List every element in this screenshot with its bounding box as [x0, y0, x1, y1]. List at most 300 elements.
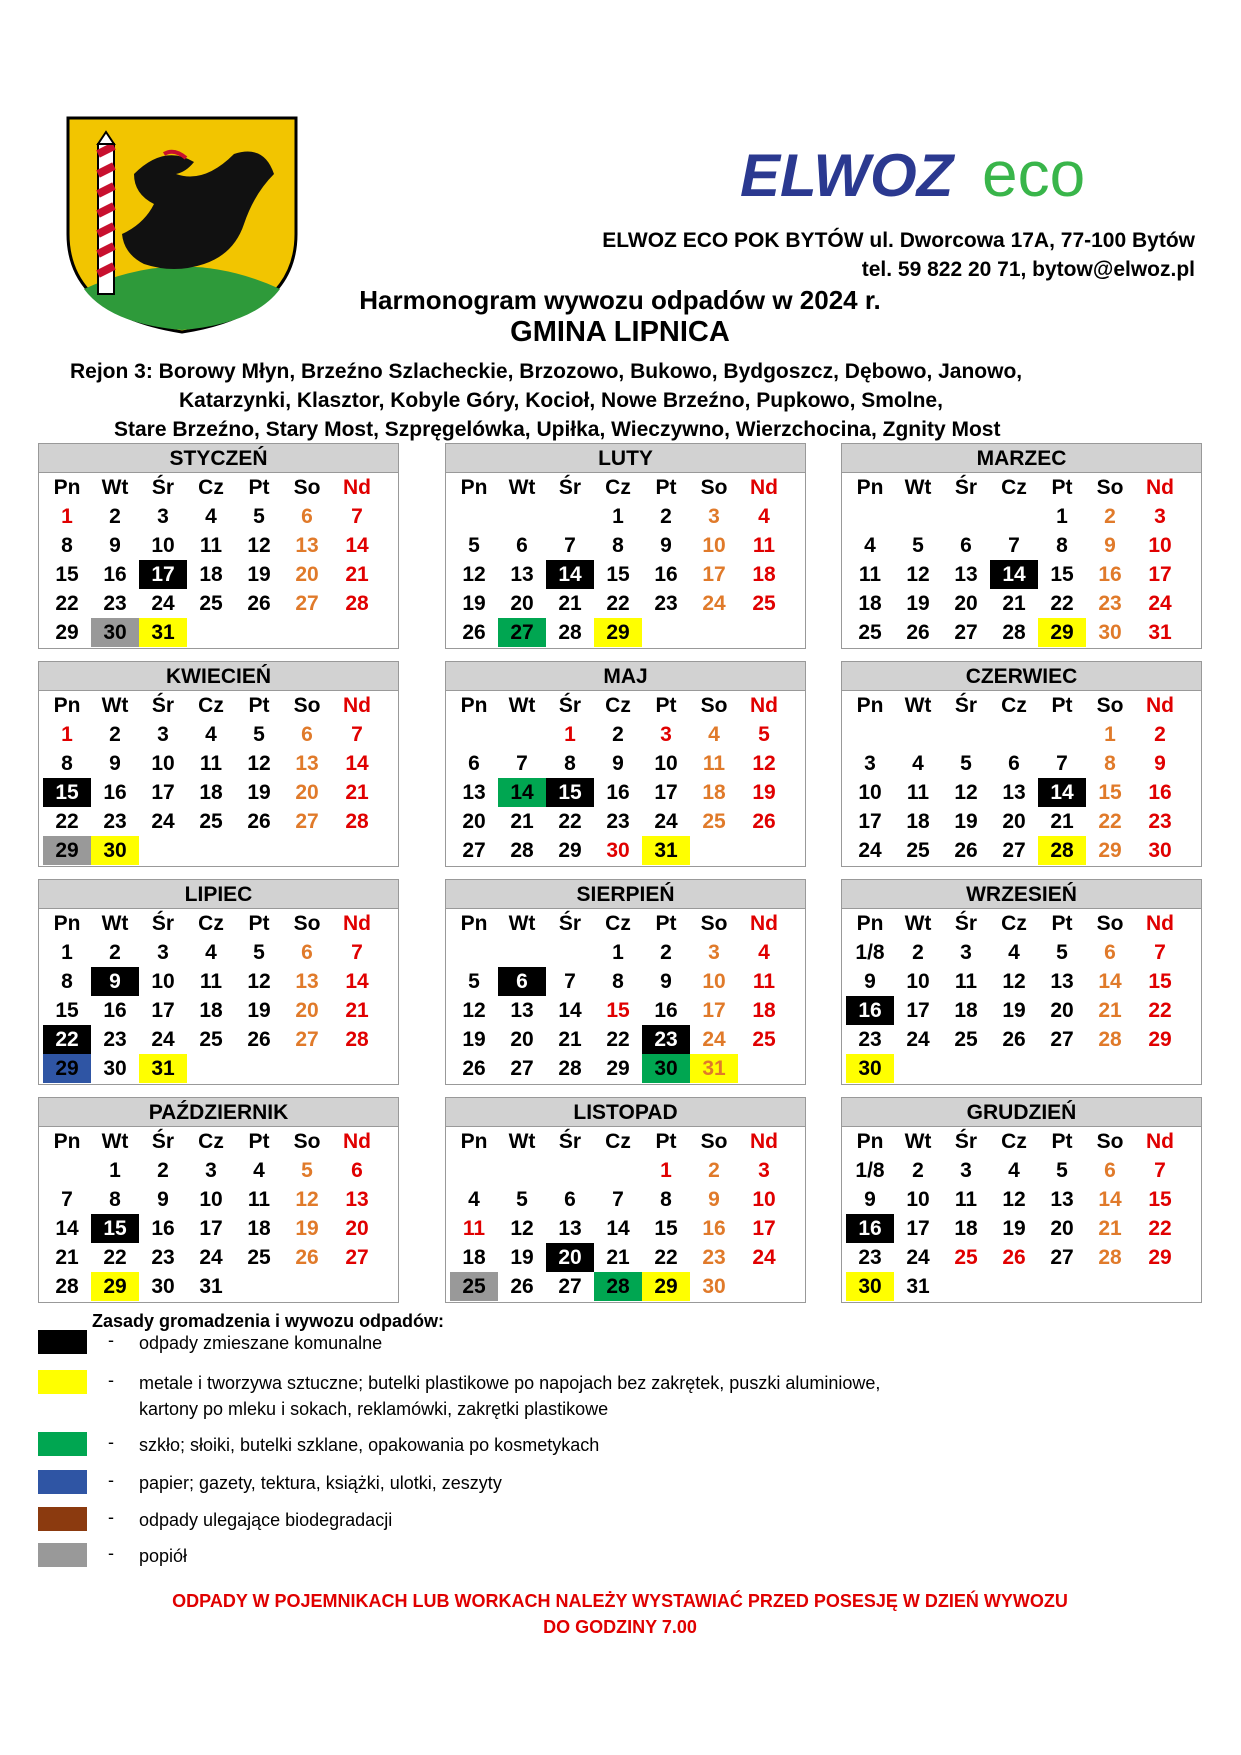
day-cell: 5	[468, 534, 480, 557]
day-cell: 4	[253, 1159, 265, 1182]
day-cell: 1	[61, 723, 73, 746]
day-cell: 16	[606, 781, 630, 804]
weekday-label: So	[293, 476, 321, 499]
day-cell: 23	[606, 810, 630, 833]
day-cell: 30	[91, 836, 139, 865]
month-name: GRUDZIEŃ	[842, 1098, 1201, 1127]
day-cell: 15	[55, 563, 79, 586]
weekday-label: Wt	[101, 694, 129, 717]
week-row	[842, 836, 1201, 865]
day-cell: 25	[199, 592, 223, 615]
day-cell: 24	[906, 1246, 930, 1269]
day-cell: 21	[510, 810, 534, 833]
day-cell: 27	[295, 810, 319, 833]
day-cell: 24	[151, 592, 175, 615]
empty-cell	[450, 938, 498, 967]
day-cell: 29	[1148, 1028, 1172, 1051]
weekday-label: So	[1096, 476, 1124, 499]
weekday-label: Cz	[605, 912, 631, 935]
day-cell: 11	[858, 563, 882, 586]
month-8	[841, 879, 1202, 1085]
legend-dash: -	[108, 1543, 114, 1563]
day-cell: 9	[91, 967, 139, 996]
week-row	[842, 807, 1201, 836]
month-4	[445, 661, 806, 867]
weekday-label: Nd	[343, 694, 371, 717]
day-cell: 13	[295, 970, 319, 993]
empty-cell	[990, 502, 1038, 531]
weekday-label: Pn	[856, 694, 884, 717]
day-cell: 4	[708, 723, 720, 746]
day-cell: 24	[199, 1246, 223, 1269]
weekday-label: Pt	[1051, 1130, 1073, 1153]
weekday-label: Pn	[53, 1130, 81, 1153]
day-cell: 17	[702, 999, 726, 1022]
weekday-header	[39, 909, 398, 938]
day-cell: 18	[906, 810, 930, 833]
empty-cell	[498, 938, 546, 967]
weekday-label: Wt	[508, 1130, 536, 1153]
day-cell: 21	[55, 1246, 79, 1269]
day-cell: 14	[1098, 970, 1122, 993]
day-cell: 6	[1008, 752, 1020, 775]
day-cell: 2	[157, 1159, 169, 1182]
day-cell: 11	[247, 1188, 271, 1211]
empty-cell	[331, 1272, 383, 1301]
day-cell: 28	[55, 1275, 79, 1298]
empty-cell	[846, 720, 894, 749]
day-cell: 29	[594, 618, 642, 647]
day-cell: 26	[247, 592, 271, 615]
day-cell: 2	[109, 505, 121, 528]
region-list	[70, 357, 1180, 444]
weekday-label: Nd	[1146, 1130, 1174, 1153]
logo-text-eco: eco	[982, 140, 1086, 210]
day-cell: 18	[199, 781, 223, 804]
weekday-label: Pn	[460, 476, 488, 499]
day-cell: 22	[103, 1246, 127, 1269]
legend-text	[139, 1543, 1039, 1569]
weekday-label: Śr	[151, 476, 175, 499]
day-cell: 28	[558, 1057, 582, 1080]
week-row	[842, 1272, 1201, 1301]
month-name: LUTY	[446, 444, 805, 473]
day-cell: 8	[61, 970, 73, 993]
week-row	[446, 807, 805, 836]
day-cell: 10	[1148, 534, 1172, 557]
day-cell: 20	[1002, 810, 1026, 833]
legend-title: Zasady gromadzenia i wywozu odpadów:	[92, 1311, 445, 1331]
empty-cell	[331, 618, 383, 647]
weekday-label: Śr	[558, 694, 582, 717]
day-cell: 25	[752, 1028, 776, 1051]
day-cell: 7	[516, 752, 528, 775]
month-name: LIPIEC	[39, 880, 398, 909]
day-cell: 12	[954, 781, 978, 804]
day-cell: 31	[139, 618, 187, 647]
weekday-label: Pt	[248, 694, 270, 717]
empty-cell	[331, 836, 383, 865]
empty-cell	[894, 720, 942, 749]
day-cell: 16	[103, 999, 127, 1022]
empty-cell	[690, 618, 738, 647]
week-row	[446, 720, 805, 749]
empty-cell	[1038, 720, 1086, 749]
day-cell: 15	[43, 778, 91, 807]
day-cell: 14	[345, 752, 369, 775]
month-7	[445, 879, 806, 1085]
empty-cell	[498, 1156, 546, 1185]
empty-cell	[187, 1054, 235, 1083]
day-cell: 26	[295, 1246, 319, 1269]
day-cell: 6	[516, 534, 528, 557]
empty-cell	[690, 836, 738, 865]
day-cell: 12	[1002, 1188, 1026, 1211]
day-cell: 13	[558, 1217, 582, 1240]
day-cell: 12	[295, 1188, 319, 1211]
day-cell: 14	[546, 560, 594, 589]
day-cell: 25	[450, 1272, 498, 1301]
week-row	[446, 1185, 805, 1214]
day-cell: 21	[558, 592, 582, 615]
weekday-label: Pt	[248, 476, 270, 499]
empty-cell	[942, 720, 990, 749]
month-name: STYCZEŃ	[39, 444, 398, 473]
day-cell: 19	[510, 1246, 534, 1269]
week-row	[446, 1156, 805, 1185]
day-cell: 22	[606, 592, 630, 615]
day-cell: 5	[1056, 941, 1068, 964]
week-row	[39, 1054, 398, 1083]
month-10	[445, 1097, 806, 1303]
day-cell: 11	[906, 781, 930, 804]
day-cell: 28	[1098, 1246, 1122, 1269]
legend-text	[139, 1507, 1039, 1533]
month-3	[38, 661, 399, 867]
day-cell: 8	[660, 1188, 672, 1211]
day-cell: 2	[612, 723, 624, 746]
empty-cell	[546, 502, 594, 531]
legend-dash: -	[108, 1432, 114, 1452]
day-cell: 5	[253, 723, 265, 746]
weekday-label: So	[700, 694, 728, 717]
day-cell: 21	[606, 1246, 630, 1269]
day-cell: 23	[103, 592, 127, 615]
day-cell: 27	[345, 1246, 369, 1269]
day-cell: 23	[103, 1028, 127, 1051]
day-cell: 29	[606, 1057, 630, 1080]
day-cell: 4	[205, 723, 217, 746]
day-cell: 25	[906, 839, 930, 862]
day-cell: 19	[906, 592, 930, 615]
day-cell: 6	[301, 505, 313, 528]
day-cell: 29	[43, 836, 91, 865]
day-cell: 7	[612, 1188, 624, 1211]
notice-line-2: DO GODZINY 7.00	[543, 1617, 697, 1637]
day-cell: 6	[498, 967, 546, 996]
day-cell: 29	[1148, 1246, 1172, 1269]
empty-cell	[235, 618, 283, 647]
month-name: CZERWIEC	[842, 662, 1201, 691]
day-cell: 1	[1104, 723, 1116, 746]
day-cell: 25	[247, 1246, 271, 1269]
day-cell: 8	[564, 752, 576, 775]
day-cell: 30	[702, 1275, 726, 1298]
weekday-label: So	[700, 912, 728, 935]
day-cell: 17	[199, 1217, 223, 1240]
day-cell: 10	[151, 534, 175, 557]
week-row	[842, 618, 1201, 647]
day-cell: 25	[702, 810, 726, 833]
day-cell: 22	[606, 1028, 630, 1051]
day-cell: 10	[906, 1188, 930, 1211]
day-cell: 12	[247, 970, 271, 993]
day-cell: 18	[462, 1246, 486, 1269]
legend-text-line: papier; gazety, tektura, książki, ulotki, zeszyty	[139, 1473, 502, 1493]
day-cell: 1	[61, 941, 73, 964]
day-cell: 24	[858, 839, 882, 862]
legend-swatch	[38, 1470, 87, 1494]
logo-text-main: ELWOZ	[740, 142, 954, 209]
weekday-header	[446, 691, 805, 720]
weekday-label: Śr	[558, 476, 582, 499]
week-row	[842, 531, 1201, 560]
month-name: SIERPIEŃ	[446, 880, 805, 909]
day-cell: 19	[247, 999, 271, 1022]
day-cell: 14	[55, 1217, 79, 1240]
day-cell: 9	[660, 534, 672, 557]
legend-swatch	[38, 1330, 87, 1354]
day-cell: 29	[43, 1054, 91, 1083]
week-row	[842, 1054, 1201, 1083]
empty-cell	[942, 502, 990, 531]
day-cell: 10	[702, 970, 726, 993]
empty-cell	[546, 1156, 594, 1185]
week-row	[446, 1054, 805, 1083]
day-cell: 21	[558, 1028, 582, 1051]
week-row	[39, 720, 398, 749]
weekday-label: Wt	[101, 912, 129, 935]
day-cell: 23	[642, 1025, 690, 1054]
day-cell: 28	[594, 1272, 642, 1301]
day-cell: 10	[858, 781, 882, 804]
region-line-1: Rejon 3: Borowy Młyn, Brzeźno Szlacheckie, Brzozowo, Bukowo, Bydgoszcz, Dębowo, Janowo,	[70, 360, 1023, 383]
day-cell: 3	[960, 941, 972, 964]
legend-text-line: kartony po mleku i sokach, reklamówki, zakrętki plastikowe	[139, 1399, 609, 1419]
weekday-label: Nd	[750, 912, 778, 935]
contact-info	[295, 226, 1195, 284]
day-cell: 13	[510, 999, 534, 1022]
legend-dash: -	[108, 1507, 114, 1527]
day-cell: 26	[462, 621, 486, 644]
day-cell: 13	[954, 563, 978, 586]
day-cell: 16	[702, 1217, 726, 1240]
day-cell: 15	[606, 999, 630, 1022]
weekday-label: Wt	[508, 476, 536, 499]
day-cell: 20	[546, 1243, 594, 1272]
month-name: LISTOPAD	[446, 1098, 805, 1127]
week-row	[39, 531, 398, 560]
day-cell: 1	[1056, 505, 1068, 528]
weekday-label: Pn	[53, 694, 81, 717]
weekday-label: So	[700, 1130, 728, 1153]
month-name: PAŹDZIERNIK	[39, 1098, 398, 1127]
day-cell: 3	[157, 505, 169, 528]
day-cell: 9	[864, 1188, 876, 1211]
contact-line: tel. 59 822 20 71, bytow@elwoz.pl	[861, 258, 1195, 281]
week-row	[39, 967, 398, 996]
weekday-label: Pt	[1051, 912, 1073, 935]
weekday-label: Śr	[151, 912, 175, 935]
day-cell: 3	[157, 941, 169, 964]
day-cell: 19	[954, 810, 978, 833]
empty-cell	[235, 1272, 283, 1301]
day-cell: 22	[1148, 999, 1172, 1022]
weekday-label: Nd	[1146, 912, 1174, 935]
empty-cell	[894, 502, 942, 531]
week-row	[842, 996, 1201, 1025]
day-cell: 14	[1038, 778, 1086, 807]
weekday-label: Pt	[248, 912, 270, 935]
day-cell: 24	[654, 810, 678, 833]
day-cell: 16	[654, 999, 678, 1022]
day-cell: 3	[864, 752, 876, 775]
weekday-label: Nd	[750, 1130, 778, 1153]
day-cell: 5	[253, 505, 265, 528]
day-cell: 22	[1148, 1217, 1172, 1240]
day-cell: 9	[157, 1188, 169, 1211]
day-cell: 23	[654, 592, 678, 615]
legend-swatch	[38, 1507, 87, 1531]
empty-cell	[187, 618, 235, 647]
day-cell: 11	[199, 970, 223, 993]
day-cell: 22	[55, 592, 79, 615]
day-cell: 2	[1104, 505, 1116, 528]
day-cell: 12	[1002, 970, 1026, 993]
day-cell: 18	[954, 1217, 978, 1240]
day-cell: 17	[151, 781, 175, 804]
day-cell: 28	[345, 810, 369, 833]
day-cell: 7	[1154, 941, 1166, 964]
day-cell: 12	[247, 534, 271, 557]
week-row	[842, 749, 1201, 778]
day-cell: 23	[858, 1028, 882, 1051]
day-cell: 4	[205, 941, 217, 964]
day-cell: 30	[846, 1272, 894, 1301]
empty-cell	[990, 1054, 1038, 1083]
empty-cell	[942, 1272, 990, 1301]
week-row	[842, 589, 1201, 618]
day-cell: 20	[1050, 1217, 1074, 1240]
day-cell: 9	[1154, 752, 1166, 775]
weekday-label: So	[1096, 1130, 1124, 1153]
legend-text	[139, 1370, 1039, 1422]
legend-text-line: szkło; słoiki, butelki szklane, opakowania po kosmetykach	[139, 1435, 600, 1455]
week-row	[446, 967, 805, 996]
month-6	[38, 879, 399, 1085]
day-cell: 30	[846, 1054, 894, 1083]
empty-cell	[187, 836, 235, 865]
day-cell: 17	[752, 1217, 776, 1240]
region-line-2: Katarzynki, Klasztor, Kobyle Góry, Kocioł, Nowe Brzeźno, Pupkowo, Smolne,	[179, 389, 943, 412]
day-cell: 8	[1056, 534, 1068, 557]
empty-cell	[1038, 1272, 1086, 1301]
day-cell: 8	[61, 752, 73, 775]
day-cell: 20	[295, 999, 319, 1022]
day-cell: 23	[858, 1246, 882, 1269]
day-cell: 1	[61, 505, 73, 528]
day-cell: 17	[858, 810, 882, 833]
day-cell: 19	[462, 1028, 486, 1051]
empty-cell	[450, 502, 498, 531]
day-cell: 5	[960, 752, 972, 775]
week-row	[842, 1025, 1201, 1054]
day-cell: 6	[468, 752, 480, 775]
weekday-header	[446, 1127, 805, 1156]
day-cell: 15	[91, 1214, 139, 1243]
day-cell: 11	[199, 534, 223, 557]
week-row	[39, 836, 398, 865]
day-cell: 15	[1148, 1188, 1172, 1211]
day-cell: 21	[1098, 999, 1122, 1022]
day-cell: 6	[1104, 1159, 1116, 1182]
week-row	[39, 1243, 398, 1272]
day-cell: 1	[660, 1159, 672, 1182]
day-cell: 11	[954, 970, 978, 993]
day-cell: 28	[558, 621, 582, 644]
day-cell: 11	[702, 752, 726, 775]
weekday-label: Cz	[605, 694, 631, 717]
day-cell: 7	[351, 505, 363, 528]
day-cell: 26	[752, 810, 776, 833]
day-cell: 9	[109, 534, 121, 557]
legend-text-line: odpady zmieszane komunalne	[139, 1333, 383, 1353]
legend-text	[139, 1470, 1039, 1496]
day-cell: 6	[301, 723, 313, 746]
day-cell: 1/8	[855, 941, 885, 964]
day-cell: 19	[247, 563, 271, 586]
weekday-label: Pn	[53, 912, 81, 935]
day-cell: 23	[151, 1246, 175, 1269]
day-cell: 4	[205, 505, 217, 528]
weekday-label: Cz	[198, 1130, 224, 1153]
day-cell: 9	[612, 752, 624, 775]
day-cell: 15	[55, 999, 79, 1022]
day-cell: 16	[846, 1214, 894, 1243]
day-cell: 13	[1002, 781, 1026, 804]
day-cell: 6	[1104, 941, 1116, 964]
day-cell: 17	[1148, 563, 1172, 586]
day-cell: 26	[1002, 1028, 1026, 1051]
weekday-label: Wt	[508, 912, 536, 935]
day-cell: 18	[954, 999, 978, 1022]
day-cell: 31	[690, 1054, 738, 1083]
day-cell: 5	[516, 1188, 528, 1211]
day-cell: 22	[654, 1246, 678, 1269]
weekday-header	[842, 691, 1201, 720]
week-row	[39, 807, 398, 836]
day-cell: 8	[612, 534, 624, 557]
day-cell: 10	[906, 970, 930, 993]
day-cell: 27	[510, 1057, 534, 1080]
day-cell: 8	[1104, 752, 1116, 775]
weekday-label: Wt	[904, 694, 932, 717]
day-cell: 12	[752, 752, 776, 775]
empty-cell	[1086, 1272, 1134, 1301]
day-cell: 6	[960, 534, 972, 557]
day-cell: 20	[345, 1217, 369, 1240]
day-cell: 2	[109, 941, 121, 964]
